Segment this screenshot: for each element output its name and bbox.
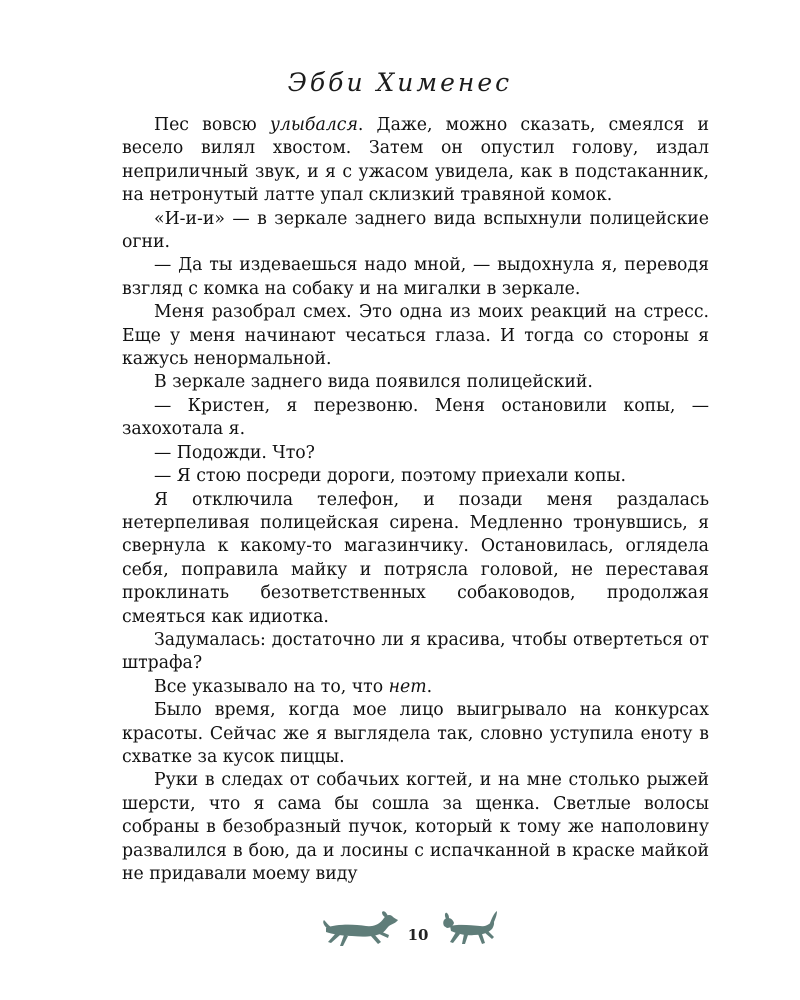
- body-text: [122, 114, 709, 886]
- paragraph: Задумалась: достаточно ли я красива, чтобы отвертеться от штрафа?: [122, 629, 709, 674]
- paragraph: В зеркале заднего вида появился полицейский.: [154, 372, 593, 393]
- paragraph: — Да ты издеваешься надо мной, — выдохнула я, переводя взгляд с комка на собаку и на мигалки в зеркале.: [122, 255, 709, 299]
- page-number: 10: [407, 926, 429, 944]
- paragraph: Я отключила телефон, и позади меня раздалась нетерпеливая полицейская сирена. Медленно тронувшись, я свернула к какому-то магазинчику. Остановилась, оглядела себя, поправила майку и потрясла головой, не переставая проклинать безответственных собаководов, продолжая смеяться как идиотка.: [122, 489, 709, 627]
- paragraph: Все указывало на то, что нет.: [154, 676, 433, 697]
- paragraph: Пес вовсю улыбался. Даже, можно сказать, смеялся и весело вилял хвостом. Затем он опустил голову, издал неприличный звук, и я с ужасом увидела, как в подстаканник, на нетронутый латте упал склизкий травяной комок.: [122, 115, 709, 206]
- paragraph: — Я стою посреди дороги, поэтому приехали копы.: [154, 466, 627, 487]
- running-dog-icon: [322, 906, 400, 952]
- paragraph: — Подожди. Что?: [154, 442, 315, 463]
- jumping-dog-icon: [438, 906, 498, 952]
- paragraph: «И-и-и» — в зеркале заднего вида вспыхнули полицейские огни.: [122, 208, 709, 253]
- running-header-author: Эбби Хименес: [287, 68, 513, 97]
- page-footer: [0, 906, 800, 956]
- paragraph: Руки в следах от собачьих когтей, и на мне столько рыжей шерсти, что я сама бы сошла за щенка. Светлые волосы собраны в безобразный пучок, который к тому же наполовину развалился в бою, да и лосины с испачканной в краске майкой не придавали моему виду: [122, 770, 709, 884]
- paragraph: — Кристен, я перезвоню. Меня остановили копы, — захохотала я.: [122, 395, 709, 440]
- paragraph: Было время, когда мое лицо выигрывало на конкурсах красоты. Сейчас же я выглядела так, словно уступила еноту в схватке за кусок пиццы.: [122, 700, 709, 767]
- paragraph: Меня разобрал смех. Это одна из моих реакций на стресс. Еще у меня начинают чесаться глаза. И тогда со стороны я кажусь ненормальной.: [122, 302, 709, 370]
